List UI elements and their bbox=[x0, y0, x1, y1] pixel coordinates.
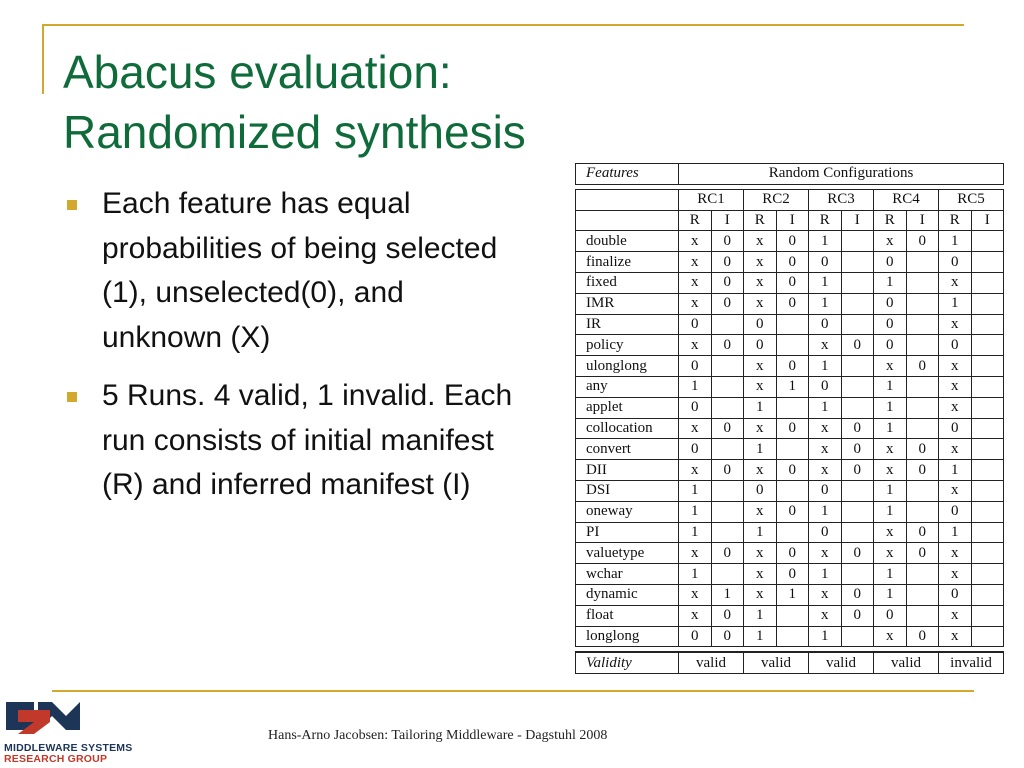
table-cell: 1 bbox=[939, 522, 972, 543]
table-cell bbox=[841, 376, 874, 397]
table-cell: 0 bbox=[809, 522, 842, 543]
table-cell bbox=[906, 418, 939, 439]
table-cell: 0 bbox=[776, 356, 809, 377]
table-cell bbox=[971, 314, 1004, 335]
bottom-accent-rule bbox=[52, 690, 974, 692]
table-cell: 0 bbox=[939, 584, 972, 605]
table-cell: 1 bbox=[874, 564, 907, 585]
feature-name: DII bbox=[576, 460, 679, 481]
feature-name: collocation bbox=[576, 418, 679, 439]
table-cell: x bbox=[939, 543, 972, 564]
validity-cell: valid bbox=[874, 652, 939, 673]
table-cell: x bbox=[874, 626, 907, 647]
table-cell bbox=[906, 564, 939, 585]
table-cell: x bbox=[809, 418, 842, 439]
table-cell: x bbox=[744, 418, 777, 439]
table-cell bbox=[971, 501, 1004, 522]
table-cell bbox=[971, 605, 1004, 626]
table-cell bbox=[841, 522, 874, 543]
initial-manifest-header: R bbox=[874, 210, 907, 231]
table-cell: 1 bbox=[679, 564, 712, 585]
table-cell: 1 bbox=[744, 626, 777, 647]
table-cell bbox=[711, 376, 744, 397]
table-cell: 0 bbox=[711, 605, 744, 626]
table-cell: 1 bbox=[939, 460, 972, 481]
table-cell: 0 bbox=[679, 439, 712, 460]
table-row bbox=[576, 605, 1004, 626]
run-header-rc2: RC2 bbox=[744, 189, 809, 210]
table-cell: x bbox=[679, 605, 712, 626]
table-cell bbox=[906, 293, 939, 314]
table-cell bbox=[971, 460, 1004, 481]
blank-header-cell bbox=[576, 189, 679, 210]
table-cell: 1 bbox=[809, 397, 842, 418]
feature-name: oneway bbox=[576, 501, 679, 522]
table-cell: x bbox=[744, 293, 777, 314]
table-row bbox=[576, 501, 1004, 522]
inferred-manifest-header: I bbox=[906, 210, 939, 231]
table-cell: 0 bbox=[906, 522, 939, 543]
table-cell: x bbox=[679, 252, 712, 273]
square-bullet-icon bbox=[67, 392, 77, 402]
validity-cell: valid bbox=[744, 652, 809, 673]
bullet-item bbox=[62, 374, 532, 508]
table-cell bbox=[841, 252, 874, 273]
table-cell: x bbox=[939, 564, 972, 585]
table-cell: x bbox=[939, 480, 972, 501]
table-cell: x bbox=[809, 335, 842, 356]
bullet-text: 5 Runs. 4 valid, 1 invalid. Each run consists of initial manifest (R) and inferred manifest (I) bbox=[102, 379, 513, 501]
table-cell: 0 bbox=[776, 501, 809, 522]
table-row bbox=[576, 356, 1004, 377]
table-cell: 1 bbox=[809, 626, 842, 647]
table-cell: 1 bbox=[939, 231, 972, 252]
feature-name: IR bbox=[576, 314, 679, 335]
table-cell: 0 bbox=[744, 335, 777, 356]
table-cell: x bbox=[744, 584, 777, 605]
table-row bbox=[576, 252, 1004, 273]
feature-name: DSI bbox=[576, 480, 679, 501]
feature-name: applet bbox=[576, 397, 679, 418]
table-cell bbox=[841, 564, 874, 585]
table-cell bbox=[711, 522, 744, 543]
table-cell: 0 bbox=[711, 293, 744, 314]
table-cell: 1 bbox=[874, 584, 907, 605]
table-cell bbox=[971, 584, 1004, 605]
slide-title bbox=[63, 42, 526, 162]
validity-cell: valid bbox=[809, 652, 874, 673]
table-cell: 1 bbox=[679, 501, 712, 522]
table-cell: 0 bbox=[776, 543, 809, 564]
table-cell: 1 bbox=[809, 564, 842, 585]
table-cell bbox=[971, 418, 1004, 439]
table-cell: 0 bbox=[874, 335, 907, 356]
table-cell bbox=[971, 376, 1004, 397]
table-cell bbox=[971, 543, 1004, 564]
table-cell: 0 bbox=[874, 293, 907, 314]
table-cell: x bbox=[939, 272, 972, 293]
table-row bbox=[576, 376, 1004, 397]
table-row bbox=[576, 272, 1004, 293]
table-cell bbox=[776, 480, 809, 501]
left-accent-rule bbox=[42, 24, 44, 94]
inferred-manifest-header: I bbox=[776, 210, 809, 231]
table-cell bbox=[971, 272, 1004, 293]
table-cell bbox=[971, 293, 1004, 314]
validity-cell: valid bbox=[679, 652, 744, 673]
table-cell bbox=[841, 231, 874, 252]
table-cell: 0 bbox=[711, 252, 744, 273]
table-cell: 0 bbox=[906, 356, 939, 377]
table-cell bbox=[711, 564, 744, 585]
table-cell: 0 bbox=[939, 418, 972, 439]
table-cell: 1 bbox=[809, 501, 842, 522]
table-cell: 0 bbox=[679, 626, 712, 647]
table-cell: 1 bbox=[874, 397, 907, 418]
table-row bbox=[576, 460, 1004, 481]
feature-name: dynamic bbox=[576, 584, 679, 605]
table-cell: x bbox=[744, 252, 777, 273]
initial-manifest-header: R bbox=[679, 210, 712, 231]
feature-name: longlong bbox=[576, 626, 679, 647]
table-cell: 1 bbox=[874, 480, 907, 501]
table-cell: 0 bbox=[906, 460, 939, 481]
table-cell: x bbox=[744, 272, 777, 293]
table-cell: 1 bbox=[679, 480, 712, 501]
initial-manifest-header: R bbox=[809, 210, 842, 231]
table-cell: x bbox=[744, 376, 777, 397]
table-cell bbox=[906, 480, 939, 501]
table-cell: 0 bbox=[776, 564, 809, 585]
table-cell bbox=[906, 314, 939, 335]
table-cell: x bbox=[939, 626, 972, 647]
table-cell bbox=[711, 314, 744, 335]
table-row bbox=[576, 314, 1004, 335]
feature-name: convert bbox=[576, 439, 679, 460]
validity-label: Validity bbox=[576, 652, 679, 673]
table-cell: 0 bbox=[841, 584, 874, 605]
table-cell: x bbox=[744, 231, 777, 252]
table-cell: 1 bbox=[809, 356, 842, 377]
table-cell bbox=[971, 231, 1004, 252]
table-cell: 0 bbox=[906, 543, 939, 564]
table-cell: x bbox=[809, 605, 842, 626]
table-cell: 0 bbox=[711, 335, 744, 356]
bullet-list bbox=[62, 182, 532, 522]
table-cell: 0 bbox=[776, 460, 809, 481]
table-cell: x bbox=[809, 584, 842, 605]
table-cell: x bbox=[939, 397, 972, 418]
table-cell bbox=[841, 501, 874, 522]
table-cell bbox=[971, 397, 1004, 418]
table-cell: 0 bbox=[906, 439, 939, 460]
table-cell: 0 bbox=[841, 335, 874, 356]
table-cell: x bbox=[874, 460, 907, 481]
table-cell: 0 bbox=[776, 418, 809, 439]
initial-manifest-header: R bbox=[939, 210, 972, 231]
table-cell bbox=[841, 356, 874, 377]
table-cell: 0 bbox=[776, 272, 809, 293]
table-cell: x bbox=[744, 460, 777, 481]
table-cell bbox=[906, 605, 939, 626]
table-cell bbox=[776, 335, 809, 356]
feature-name: finalize bbox=[576, 252, 679, 273]
table-cell: 1 bbox=[939, 293, 972, 314]
table-cell: 0 bbox=[939, 335, 972, 356]
table-cell: x bbox=[874, 543, 907, 564]
table-cell: 0 bbox=[711, 272, 744, 293]
run-header-rc1: RC1 bbox=[679, 189, 744, 210]
table-cell: 0 bbox=[711, 231, 744, 252]
table-cell bbox=[906, 376, 939, 397]
table-cell: 0 bbox=[711, 543, 744, 564]
table-cell bbox=[971, 335, 1004, 356]
table-row bbox=[576, 231, 1004, 252]
table-cell: x bbox=[809, 439, 842, 460]
table-row bbox=[576, 335, 1004, 356]
table-cell bbox=[776, 626, 809, 647]
table-cell: x bbox=[679, 584, 712, 605]
footer-text: Hans-Arno Jacobsen: Tailoring Middleware - Dagstuhl 2008 bbox=[268, 728, 608, 743]
table-cell: 0 bbox=[679, 397, 712, 418]
table-cell bbox=[971, 564, 1004, 585]
logo-s-icon bbox=[18, 710, 50, 734]
table-cell: 0 bbox=[939, 252, 972, 273]
table-cell bbox=[776, 522, 809, 543]
table-cell: 1 bbox=[874, 418, 907, 439]
table-cell: 1 bbox=[809, 231, 842, 252]
table-cell: x bbox=[679, 460, 712, 481]
inferred-manifest-header: I bbox=[711, 210, 744, 231]
table-cell bbox=[841, 293, 874, 314]
table-cell: x bbox=[679, 543, 712, 564]
table-cell: x bbox=[744, 501, 777, 522]
table-cell: 0 bbox=[906, 231, 939, 252]
table-row bbox=[576, 584, 1004, 605]
table-cell bbox=[971, 626, 1004, 647]
feature-name: any bbox=[576, 376, 679, 397]
table-cell: 0 bbox=[776, 252, 809, 273]
table-cell bbox=[906, 584, 939, 605]
table-cell: 0 bbox=[809, 314, 842, 335]
feature-name: double bbox=[576, 231, 679, 252]
table-cell: 0 bbox=[711, 460, 744, 481]
feature-name: fixed bbox=[576, 272, 679, 293]
table-cell: 1 bbox=[679, 376, 712, 397]
table-cell bbox=[711, 501, 744, 522]
table-cell: x bbox=[939, 605, 972, 626]
table-cell bbox=[971, 480, 1004, 501]
table-cell bbox=[711, 439, 744, 460]
table-cell: 0 bbox=[809, 252, 842, 273]
table-cell: 0 bbox=[874, 252, 907, 273]
table-cell: 0 bbox=[874, 314, 907, 335]
feature-name: float bbox=[576, 605, 679, 626]
table-row bbox=[576, 543, 1004, 564]
table-cell: x bbox=[679, 293, 712, 314]
table-cell: x bbox=[809, 543, 842, 564]
table-cell bbox=[841, 397, 874, 418]
feature-name: ulonglong bbox=[576, 356, 679, 377]
table-cell bbox=[906, 397, 939, 418]
table-cell bbox=[971, 522, 1004, 543]
random-configurations-header: Random Configurations bbox=[679, 164, 1004, 185]
table-cell bbox=[971, 252, 1004, 273]
table-cell: x bbox=[874, 522, 907, 543]
bullet-item bbox=[62, 182, 532, 360]
table-cell: 1 bbox=[744, 605, 777, 626]
table-cell bbox=[906, 501, 939, 522]
table-row bbox=[576, 626, 1004, 647]
table-cell bbox=[906, 335, 939, 356]
table-body bbox=[576, 231, 1004, 647]
table-cell: x bbox=[679, 231, 712, 252]
title-line-1: Abacus evaluation: bbox=[63, 46, 452, 98]
table-cell bbox=[711, 397, 744, 418]
table-cell: x bbox=[939, 314, 972, 335]
table-row bbox=[576, 418, 1004, 439]
table-cell: 0 bbox=[711, 626, 744, 647]
table-row bbox=[576, 293, 1004, 314]
table-cell bbox=[841, 626, 874, 647]
table-cell: x bbox=[939, 376, 972, 397]
table-cell: 0 bbox=[906, 626, 939, 647]
run-header-rc5: RC5 bbox=[939, 189, 1004, 210]
sub-header-row bbox=[576, 210, 1004, 231]
features-header: Features bbox=[576, 164, 679, 185]
run-header-rc3: RC3 bbox=[809, 189, 874, 210]
inferred-manifest-header: I bbox=[971, 210, 1004, 231]
table-row bbox=[576, 439, 1004, 460]
table-cell: 0 bbox=[841, 460, 874, 481]
table-row bbox=[576, 522, 1004, 543]
table-cell: 1 bbox=[874, 376, 907, 397]
table-cell: 0 bbox=[776, 293, 809, 314]
feature-name: PI bbox=[576, 522, 679, 543]
blank-header-cell bbox=[576, 210, 679, 231]
run-header-rc4: RC4 bbox=[874, 189, 939, 210]
table-cell: 0 bbox=[679, 314, 712, 335]
table-cell bbox=[776, 314, 809, 335]
table-cell: x bbox=[744, 543, 777, 564]
table-cell: 1 bbox=[711, 584, 744, 605]
bullet-text: Each feature has equal probabilities of being selected (1), unselected(0), and unknown (X) bbox=[102, 187, 498, 354]
table-cell bbox=[906, 272, 939, 293]
table-cell bbox=[906, 252, 939, 273]
table-cell: 1 bbox=[874, 501, 907, 522]
feature-name: valuetype bbox=[576, 543, 679, 564]
table-cell: 0 bbox=[776, 231, 809, 252]
table-cell: 0 bbox=[711, 418, 744, 439]
feature-name: IMR bbox=[576, 293, 679, 314]
table-cell: x bbox=[679, 418, 712, 439]
run-header-row bbox=[576, 189, 1004, 210]
table-cell: 1 bbox=[744, 522, 777, 543]
table-cell bbox=[711, 480, 744, 501]
inferred-manifest-header: I bbox=[841, 210, 874, 231]
validity-row bbox=[576, 652, 1004, 673]
table-row bbox=[576, 480, 1004, 501]
table-cell bbox=[971, 356, 1004, 377]
table-cell: x bbox=[744, 356, 777, 377]
table-cell: 1 bbox=[776, 376, 809, 397]
table-cell: 1 bbox=[874, 272, 907, 293]
table-cell: 0 bbox=[874, 605, 907, 626]
feature-name: wchar bbox=[576, 564, 679, 585]
table-cell: x bbox=[874, 356, 907, 377]
table-cell: x bbox=[744, 564, 777, 585]
table-cell: 0 bbox=[841, 418, 874, 439]
table-cell: x bbox=[939, 439, 972, 460]
table-cell bbox=[841, 480, 874, 501]
table-cell: 0 bbox=[841, 543, 874, 564]
validity-cell: invalid bbox=[939, 652, 1004, 673]
initial-manifest-header: R bbox=[744, 210, 777, 231]
table-cell: x bbox=[679, 335, 712, 356]
table-cell: x bbox=[939, 356, 972, 377]
table-cell bbox=[776, 439, 809, 460]
table-cell: x bbox=[679, 272, 712, 293]
logo-line-1: MIDDLEWARE SYSTEMS bbox=[4, 742, 133, 754]
random-configurations-table bbox=[575, 163, 1004, 674]
table-cell: 0 bbox=[809, 376, 842, 397]
table-cell: x bbox=[809, 460, 842, 481]
table-cell: 0 bbox=[841, 605, 874, 626]
table-cell bbox=[776, 605, 809, 626]
table-cell: 0 bbox=[841, 439, 874, 460]
title-line-2: Randomized synthesis bbox=[63, 106, 526, 158]
table-cell bbox=[711, 356, 744, 377]
logo-line-2: RESEARCH GROUP bbox=[4, 753, 108, 765]
table-cell: x bbox=[874, 439, 907, 460]
table-cell: 1 bbox=[809, 293, 842, 314]
table-cell: 0 bbox=[744, 314, 777, 335]
table-cell: 1 bbox=[744, 439, 777, 460]
table-cell bbox=[841, 272, 874, 293]
table-cell: 1 bbox=[679, 522, 712, 543]
table-cell bbox=[971, 439, 1004, 460]
table-header-row bbox=[576, 164, 1004, 185]
square-bullet-icon bbox=[67, 200, 77, 210]
table-cell: 0 bbox=[679, 356, 712, 377]
table-cell bbox=[776, 397, 809, 418]
table-cell: 1 bbox=[744, 397, 777, 418]
table-cell: 1 bbox=[776, 584, 809, 605]
table-cell: 1 bbox=[809, 272, 842, 293]
top-accent-rule bbox=[42, 24, 964, 26]
table-cell: 0 bbox=[809, 480, 842, 501]
feature-name: policy bbox=[576, 335, 679, 356]
table-row bbox=[576, 397, 1004, 418]
table-cell: 0 bbox=[939, 501, 972, 522]
table-cell: x bbox=[874, 231, 907, 252]
table-cell bbox=[841, 314, 874, 335]
table-cell: 0 bbox=[744, 480, 777, 501]
table-row bbox=[576, 564, 1004, 585]
